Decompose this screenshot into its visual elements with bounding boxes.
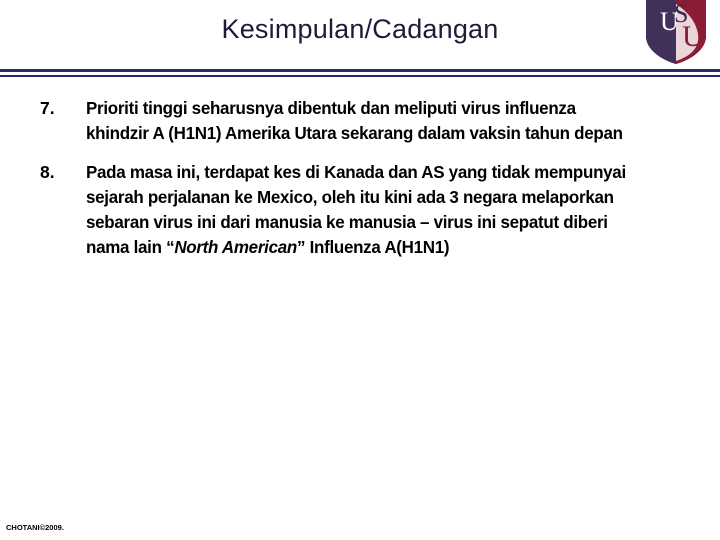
svg-text:U: U [682, 20, 704, 53]
list-item-text [86, 160, 643, 260]
body-content [30, 96, 660, 274]
usu-shield-logo [640, 0, 712, 66]
page-title: Kesimpulan/Cadangan [221, 14, 499, 44]
list-item [30, 160, 660, 260]
list-item-text-emphasis: North American [174, 237, 297, 257]
copyright-footer: CHOTANI©2009. [6, 523, 64, 532]
title-area [0, 14, 720, 45]
list-item-text [86, 96, 643, 146]
list-item [30, 96, 660, 146]
list-item-text-segment: Pada masa ini, terdapat kes di Kanada dan AS yang tidak mempunyai sejarah perjalanan ke Mexico, oleh itu kini ada 3 negara melaporkan sebaran virus ini dari manusia ke manusia – virus ini sepatut diberi nama lain “ [86, 162, 626, 257]
svg-text:U: U [660, 7, 679, 36]
title-divider-bottom [0, 75, 720, 77]
list-item-text-segment: Prioriti tinggi seharusnya dibentuk dan meliputi virus influenza khindzir A (H1N1) Amerika Utara sekarang dalam vaksin tahun depan [86, 98, 623, 143]
title-divider-top [0, 69, 720, 72]
svg-text:S: S [674, 0, 689, 28]
list-item-number: 8. [40, 162, 55, 182]
list-item-text-segment: ” Influenza A(H1N1) [296, 237, 450, 257]
list-item-number: 7. [40, 98, 55, 118]
